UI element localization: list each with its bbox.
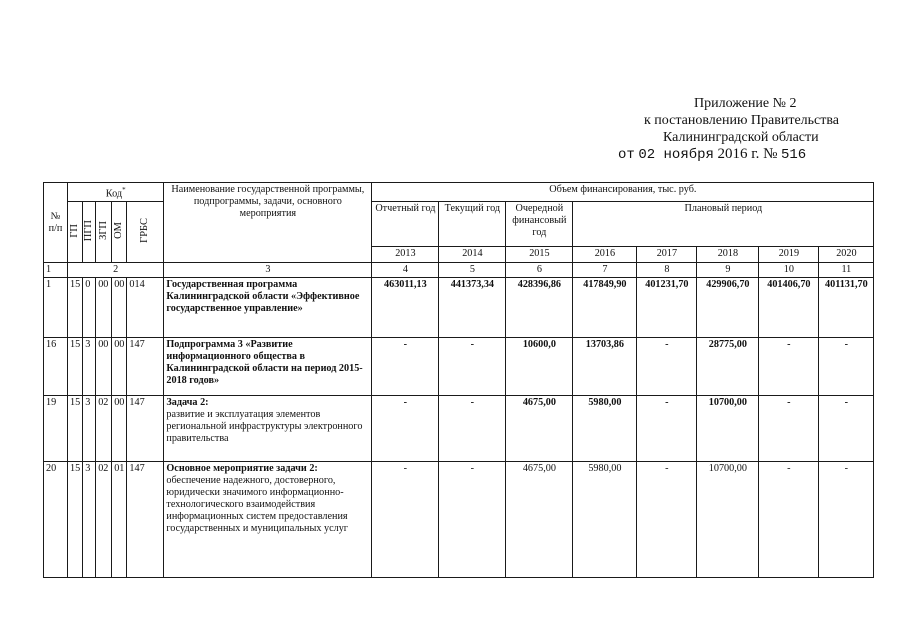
- year-cell: 2013: [372, 247, 439, 263]
- code-grbs: 147: [127, 396, 164, 462]
- year-cell: 2014: [439, 247, 506, 263]
- value-2016: 5980,00: [573, 396, 637, 462]
- value-2016: 13703,86: [573, 338, 637, 396]
- code-gp: 15: [68, 278, 83, 338]
- code-part-pgp-cell: [83, 202, 96, 263]
- value-2019: -: [759, 338, 819, 396]
- row-number: 19: [44, 396, 68, 462]
- table-row: [44, 338, 874, 396]
- code-part-zgp-cell: [96, 202, 112, 263]
- index-cell: 6: [506, 263, 573, 278]
- row-description: развитие и эксплуатация элементов региональной инфраструктуры электронного правительства: [166, 409, 363, 445]
- index-cell: 8: [637, 263, 697, 278]
- code-pgp: 3: [83, 396, 96, 462]
- date-year: 2016 г. №: [717, 146, 778, 162]
- code-part-grbs: ГРБС: [139, 217, 151, 243]
- value-2014: -: [439, 462, 506, 578]
- code-om: 00: [112, 338, 127, 396]
- appendix-subtitle: к постановлению Правительства: [644, 113, 840, 128]
- value-2020: -: [819, 462, 874, 578]
- year-cell: 2020: [819, 247, 874, 263]
- table-row: [44, 278, 874, 338]
- date-value: 02 ноября: [638, 147, 714, 163]
- row-title: Подпрограмма 3 «Развитие информационного общества в Калининградской области на период 2015-2018 годов»: [164, 338, 372, 396]
- value-2014: 441373,34: [439, 278, 506, 338]
- code-zgp: 00: [96, 278, 112, 338]
- code-pgp: 3: [83, 462, 96, 578]
- value-2015: 428396,86: [506, 278, 573, 338]
- index-cell: 5: [439, 263, 506, 278]
- code-grbs: 147: [127, 338, 164, 396]
- value-2019: -: [759, 462, 819, 578]
- code-zgp: 00: [96, 338, 112, 396]
- col-header-code: [68, 183, 164, 202]
- value-2020: -: [819, 338, 874, 396]
- value-2020: 401131,70: [819, 278, 874, 338]
- resolution-number: 516: [780, 147, 807, 163]
- code-part-zgp: ЗГП: [97, 220, 109, 240]
- index-cell: 1: [44, 263, 68, 278]
- row-name-cell: [164, 396, 372, 462]
- row-title: Государственная программа Калининградской области «Эффективное государственное управление»: [164, 278, 372, 338]
- value-2014: -: [439, 338, 506, 396]
- value-2015: 10600,0: [506, 338, 573, 396]
- value-2016: 417849,90: [573, 278, 637, 338]
- col-header-volume: Объем финансирования, тыс. руб.: [372, 183, 874, 202]
- appendix-region: Калининградской области: [663, 130, 819, 145]
- index-row: [44, 263, 874, 278]
- code-footnote-mark: *: [122, 186, 126, 194]
- row-description: обеспечение надежного, достоверного, юридически значимого информационно-технологического взаимодействия информационных систем предоставления государственных и муниципальных услуг: [166, 475, 348, 535]
- index-cell: 4: [372, 263, 439, 278]
- value-2018: 429906,70: [697, 278, 759, 338]
- code-zgp: 02: [96, 462, 112, 578]
- row-number: 1: [44, 278, 68, 338]
- value-2018: 28775,00: [697, 338, 759, 396]
- code-gp: 15: [68, 462, 83, 578]
- appendix-title: Приложение № 2: [694, 96, 797, 111]
- value-2017: -: [637, 462, 697, 578]
- code-gp: 15: [68, 396, 83, 462]
- index-cell: 2: [68, 263, 164, 278]
- value-2015: 4675,00: [506, 462, 573, 578]
- value-2013: -: [372, 462, 439, 578]
- col-header-number: № п/п: [44, 183, 68, 263]
- code-om: 01: [112, 462, 127, 578]
- year-cell: 2016: [573, 247, 637, 263]
- value-2015: 4675,00: [506, 396, 573, 462]
- row-name-cell: [164, 462, 372, 578]
- value-2017: -: [637, 396, 697, 462]
- value-2019: 401406,70: [759, 278, 819, 338]
- value-2018: 10700,00: [697, 396, 759, 462]
- value-2013: 463011,13: [372, 278, 439, 338]
- value-2019: -: [759, 396, 819, 462]
- row-title: Задача 2:: [166, 397, 209, 409]
- row-number: 20: [44, 462, 68, 578]
- value-2017: -: [637, 338, 697, 396]
- code-om: 00: [112, 278, 127, 338]
- value-2020: -: [819, 396, 874, 462]
- code-pgp: 0: [83, 278, 96, 338]
- value-2016: 5980,00: [573, 462, 637, 578]
- code-part-om: ОМ: [113, 221, 125, 239]
- code-gp: 15: [68, 338, 83, 396]
- year-cell: 2018: [697, 247, 759, 263]
- value-2018: 10700,00: [697, 462, 759, 578]
- code-pgp: 3: [83, 338, 96, 396]
- col-header-current: Текущий год: [439, 202, 506, 247]
- date-prefix: от: [618, 147, 635, 163]
- code-grbs: 147: [127, 462, 164, 578]
- col-header-planned: Плановый период: [573, 202, 874, 247]
- financing-table: [43, 182, 874, 578]
- col-header-next: Очередной финансовый год: [506, 202, 573, 247]
- code-om: 00: [112, 396, 127, 462]
- code-grbs: 014: [127, 278, 164, 338]
- code-part-gp-cell: [68, 202, 83, 263]
- row-number: 16: [44, 338, 68, 396]
- col-header-reported: Отчетный год: [372, 202, 439, 247]
- value-2014: -: [439, 396, 506, 462]
- index-cell: 7: [573, 263, 637, 278]
- year-cell: 2017: [637, 247, 697, 263]
- table-row: [44, 462, 874, 578]
- index-cell: 10: [759, 263, 819, 278]
- code-part-gp: ГП: [69, 223, 81, 238]
- code-part-grbs-cell: [127, 202, 164, 263]
- code-part-om-cell: [112, 202, 127, 263]
- index-cell: 11: [819, 263, 874, 278]
- code-label: Код: [105, 188, 123, 200]
- value-2013: -: [372, 338, 439, 396]
- index-cell: 9: [697, 263, 759, 278]
- year-cell: 2019: [759, 247, 819, 263]
- appendix-date-line: [618, 146, 806, 163]
- value-2017: 401231,70: [637, 278, 697, 338]
- table-row: [44, 396, 874, 462]
- code-zgp: 02: [96, 396, 112, 462]
- value-2013: -: [372, 396, 439, 462]
- year-cell: 2015: [506, 247, 573, 263]
- row-title: Основное мероприятие задачи 2:: [166, 463, 318, 475]
- col-header-name: Наименование государственной программы, подпрограммы, задачи, основного мероприятия: [164, 183, 372, 263]
- code-part-pgp: ПГП: [83, 219, 95, 242]
- index-cell: 3: [164, 263, 372, 278]
